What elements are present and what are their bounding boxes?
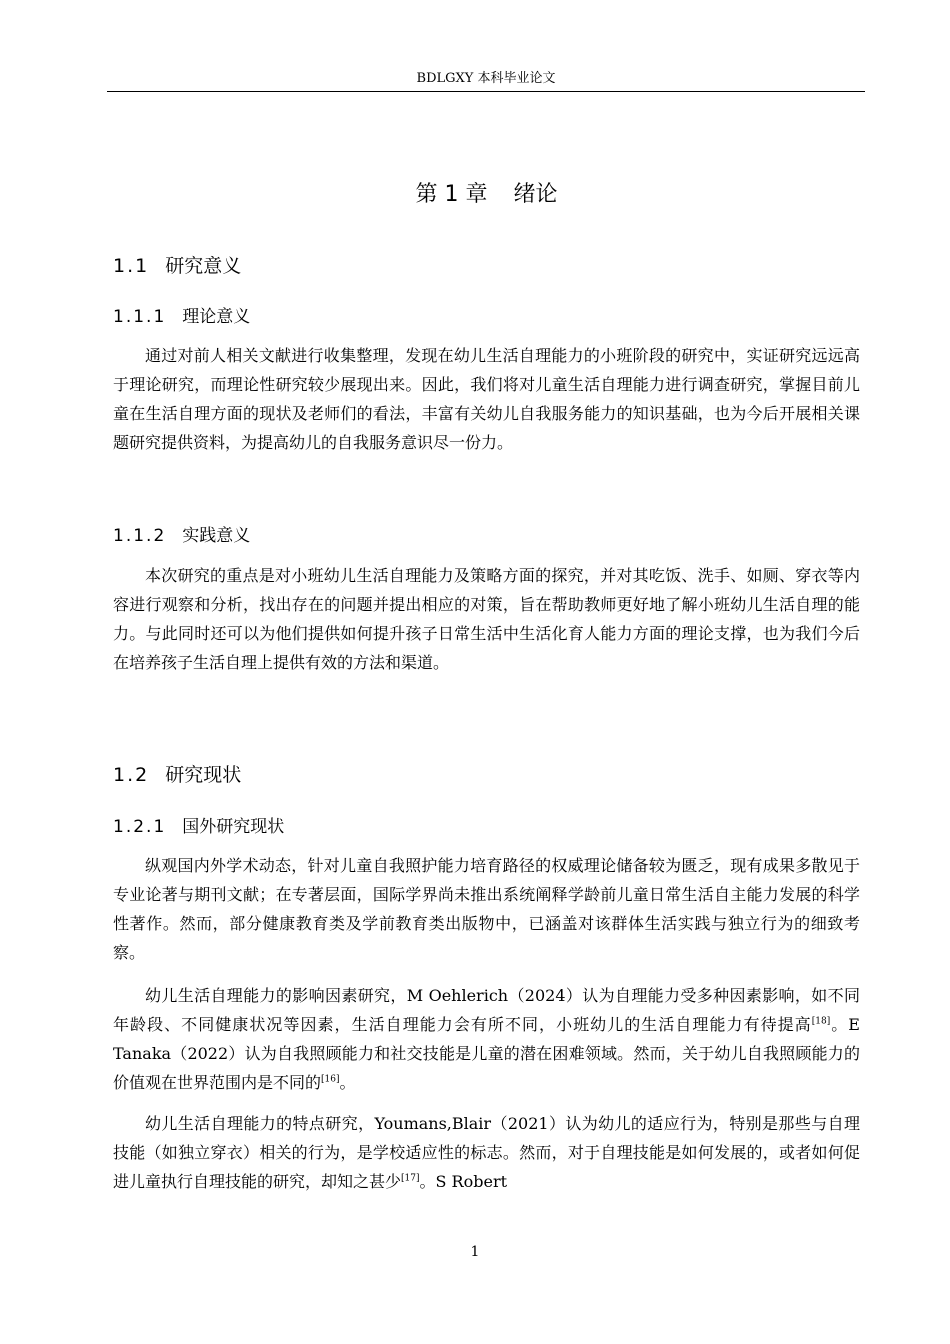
subsection-title: 理论意义: [182, 307, 251, 327]
section-title: 研究现状: [165, 764, 242, 786]
chapter-name: 绪论: [513, 182, 558, 207]
subsection-number: 1.1.1: [113, 307, 167, 327]
section-number: 1.1: [113, 255, 150, 277]
subsection-heading-1-1-1: [113, 305, 250, 329]
paragraph-characteristics: [113, 1109, 860, 1196]
citation-ref: [16]: [321, 1074, 340, 1085]
text-run: 。E Tanaka（2022）认为自我照顾能力和社交技能是儿童的潜在困难领域。然而，关于幼儿自我照顾能力的价值观在世界范围内是不同的: [113, 1015, 860, 1092]
paragraph-practice-significance: 本次研究的重点是对小班幼儿生活自理能力及策略方面的探究，并对其吃饭、洗手、如厕、穿衣等内容进行观察和分析，找出存在的问题并提出相应的对策，旨在帮助教师更好地了解小班幼儿生活自理的能力。与此同时还可以为他们提供如何提升孩子日常生活中生活化育人能力方面的理论支撑，也为我们今后在培养孩子生活自理上提供有效的方法和渠道。: [113, 566, 860, 672]
subsection-number: 1.1.2: [113, 526, 167, 546]
subsection-title: 实践意义: [182, 526, 251, 546]
section-title: 研究意义: [165, 255, 242, 277]
text-run: 幼儿生活自理能力的影响因素研究，M Oehlerich（2024）认为自理能力受多种因素影响，如不同年龄段、不同健康状况等因素，生活自理能力会有所不同，小班幼儿的生活自理能力有待提高: [113, 986, 860, 1034]
text-run: 幼儿生活自理能力的特点研究，Youmans,Blair（2021）认为幼儿的适应行为，特别是那些与自理技能（如独立穿衣）相关的行为，是学校适应性的标志。然而，对于自理技能是如何发展的，或者如何促进儿童执行自理技能的研究，却知之甚少: [113, 1114, 860, 1191]
text-run: 。: [339, 1073, 356, 1092]
header-rule: [107, 91, 865, 92]
paragraph-theory-significance: 通过对前人相关文献进行收集整理，发现在幼儿生活自理能力的小班阶段的研究中，实证研究远远高于理论研究，而理论性研究较少展现出来。因此，我们将对儿童生活自理能力进行调查研究，掌握目前儿童在生活自理方面的现状及老师们的看法，丰富有关幼儿自我服务能力的知识基础，也为今后开展相关课题研究提供资料，为提高幼儿的自我服务意识尽一份力。: [113, 346, 860, 452]
subsection-heading-1-1-2: [113, 524, 250, 548]
section-heading-1-2: [113, 762, 241, 788]
section-number: 1.2: [113, 764, 150, 786]
page-number: 1: [470, 1244, 480, 1260]
citation-ref: [18]: [811, 1016, 831, 1027]
paragraph-foreign-overview: 纵观国内外学术动态，针对儿童自我照护能力培育路径的权威理论储备较为匮乏，现有成果多散见于专业论著与期刊文献；在专著层面，国际学界尚未推出系统阐释学龄前儿童日常生活自主能力发展的科学性著作。然而，部分健康教育类及学前教育类出版物中，已涵盖对该群体生活实践与独立行为的细致考察。: [113, 856, 860, 962]
subsection-title: 国外研究现状: [182, 817, 285, 837]
text-run: 。S Robert: [419, 1172, 508, 1191]
subsection-number: 1.2.1: [113, 817, 167, 837]
section-heading-1-1: [113, 253, 241, 279]
running-header: BDLGXY 本科毕业论文: [416, 71, 556, 86]
chapter-number: 第 1 章: [415, 182, 488, 207]
paragraph-influence-factors: [113, 981, 860, 1097]
chapter-title: [113, 180, 860, 210]
subsection-heading-1-2-1: [113, 815, 284, 839]
citation-ref: [17]: [401, 1173, 420, 1184]
